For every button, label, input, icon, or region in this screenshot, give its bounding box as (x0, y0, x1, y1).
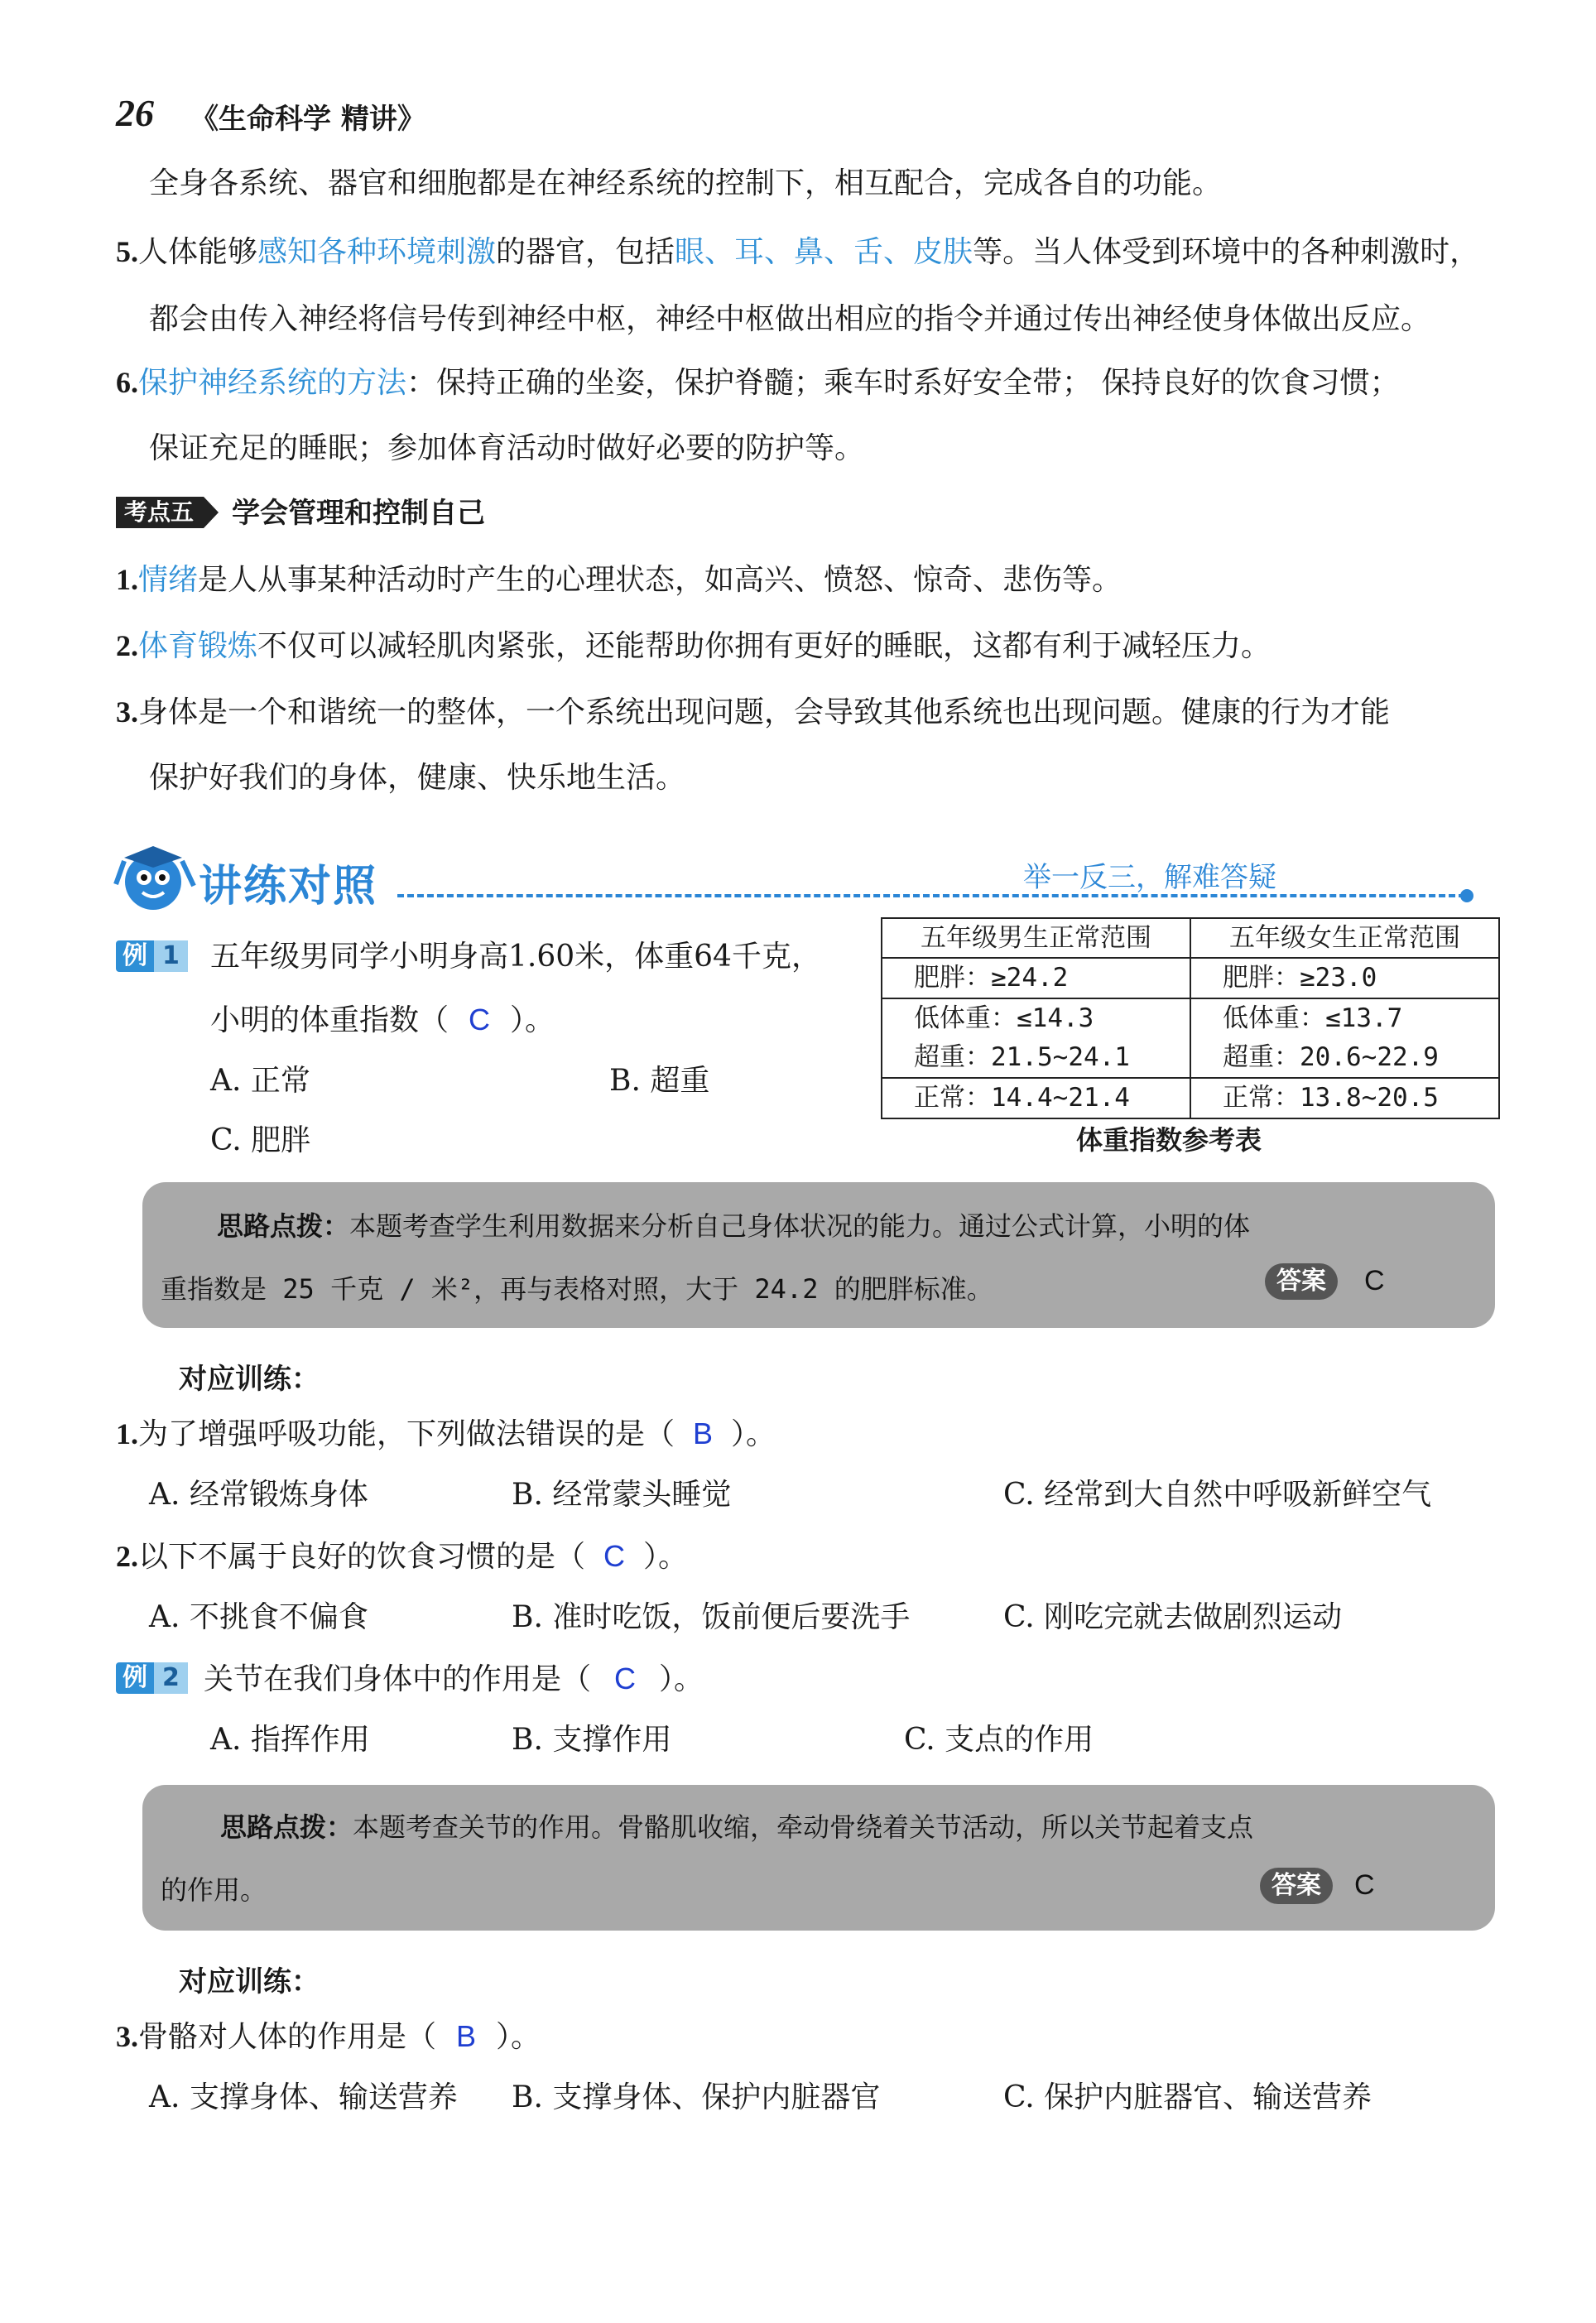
table-cell (882, 998, 1190, 1078)
option-a: A. 支撑身体、输送营养 (149, 2080, 458, 2114)
option-b: B. 支撑作用 (512, 1723, 672, 1757)
table-header-cell: 五年级男生正常范围 (882, 918, 1190, 958)
text: ：保持正确的坐姿，保护脊髓；乘车时系好安全带； 保持良好的饮食习惯； (406, 366, 1400, 400)
answer-pill: 答案 (1265, 1263, 1338, 1300)
answer-value: C (1354, 1869, 1375, 1901)
option-c: C. 支点的作用 (904, 1723, 1094, 1757)
bmi-reference-table (881, 917, 1500, 1119)
example2-question (204, 1659, 704, 1700)
section5-item-3 (116, 692, 1390, 733)
section-tag: 考点五 (116, 497, 204, 528)
option-a: A. 指挥作用 (210, 1723, 370, 1757)
answer-text: C (603, 1539, 626, 1573)
text: ）。 (496, 2020, 541, 2054)
highlight-text: 保护神经系统的方法 (138, 366, 407, 400)
answer-value: C (1364, 1265, 1385, 1296)
banner-divider (397, 894, 1465, 897)
badge-number: 2 (154, 1662, 188, 1694)
text: 等。当人体受到环境中的各种刺激时， (973, 235, 1480, 269)
hint-text: 本题考查学生利用数据来分析自己身体状况的能力。通过公式计算，小明的体 (349, 1210, 1251, 1242)
question-number: 3. (116, 2020, 138, 2053)
badge-number: 1 (154, 940, 188, 972)
cell-text: 低体重：≤14.3 (914, 1003, 1094, 1033)
table-header-cell: 五年级女生正常范围 (1190, 918, 1499, 958)
point-6-line2: 保证充足的睡眠；参加体育活动时做好必要的防护等。 (149, 431, 865, 465)
hint-line-2: 的作用。 (161, 1874, 267, 1906)
text: ）。 (510, 1003, 555, 1037)
option-b: B. 支撑身体、保护内脏器官 (512, 2080, 881, 2114)
table-caption: 体重指数参考表 (1076, 1124, 1262, 1156)
banner-divider-dot (1460, 889, 1473, 902)
text: 骨骼对人体的作用是（ (138, 2020, 437, 2054)
table-cell (1190, 998, 1499, 1078)
table-cell (882, 958, 1190, 998)
option-a: A. 正常 (210, 1064, 310, 1098)
table-row (882, 998, 1499, 1078)
section-title: 学会管理和控制自己 (232, 497, 485, 530)
point-number: 5. (116, 235, 138, 268)
option-c: C. 保护内脏器官、输送营养 (1003, 2080, 1372, 2114)
highlight-text: 体育锻炼 (138, 629, 258, 663)
text: 人体能够 (138, 235, 258, 269)
answer-text: B (456, 2019, 477, 2053)
hint-label: 思路点拨： (220, 1811, 353, 1843)
mascot-icon (108, 836, 199, 927)
section5-item-3-line2: 保护好我们的身体，健康、快乐地生活。 (149, 761, 686, 795)
table-row (882, 1078, 1499, 1118)
point-number: 1. (116, 563, 138, 596)
text: ）。 (659, 1662, 704, 1696)
training-question-1 (116, 1414, 776, 1455)
example1-question-line2 (210, 1000, 555, 1041)
section5-item-1 (116, 560, 1122, 600)
text: 小明的体重指数（ (210, 1003, 449, 1037)
text: ）。 (643, 1540, 689, 1574)
text: 是人从事某种活动时产生的心理状态，如高兴、愤怒、惊奇、悲伤等。 (198, 563, 1122, 597)
hint-line-1 (220, 1806, 1253, 1844)
cell-text: 低体重：≤13.7 (1223, 1003, 1403, 1033)
hint-text: 本题考查关节的作用。骨骼肌收缩，牵动骨绕着关节活动，所以关节起着支点 (353, 1811, 1254, 1843)
point-number: 6. (116, 366, 138, 399)
training-heading: 对应训练： (179, 1965, 320, 1998)
option-c: C. 肥胖 (210, 1123, 311, 1157)
option-c: C. 刚吃完就去做剧烈运动 (1003, 1600, 1343, 1634)
badge-label: 例 (116, 1662, 154, 1694)
question-number: 1. (116, 1417, 138, 1450)
table-header-row (882, 918, 1499, 958)
option-b: B. 经常蒙头睡觉 (512, 1478, 732, 1512)
cell-text: 超重：21.5~24.1 (914, 1042, 1130, 1072)
hint-line-2: 重指数是 25 千克 / 米²，再与表格对照，大于 24.2 的肥胖标准。 (161, 1273, 993, 1305)
cell-text: 正常：13.8~20.5 (1223, 1083, 1439, 1113)
badge-label: 例 (116, 940, 154, 972)
example-badge (116, 940, 188, 972)
example-badge (116, 1662, 188, 1694)
banner-subtitle: 举一反三，解难答疑 (1023, 861, 1276, 894)
highlight-text: 情绪 (138, 563, 199, 597)
text: 以下不属于良好的饮食习惯的是（ (138, 1540, 586, 1574)
option-b: B. 准时吃饭，饭前便后要洗手 (512, 1600, 911, 1634)
highlight-text: 眼、耳、鼻、舌、皮肤 (675, 235, 973, 269)
answer-text: B (693, 1416, 714, 1450)
option-a: A. 不挑食不偏食 (149, 1600, 368, 1634)
page-number: 26 (116, 92, 154, 134)
table-cell (1190, 1078, 1499, 1118)
point-5 (116, 232, 1479, 272)
point-6 (116, 363, 1399, 403)
text: 为了增强呼吸功能，下列做法错误的是（ (138, 1417, 675, 1451)
cell-text: 超重：20.6~22.9 (1223, 1042, 1439, 1072)
cell-text: 肥胖：≥23.0 (1223, 963, 1377, 993)
text: 身体是一个和谐统一的整体，一个系统出现问题，会导致其他系统也出现问题。健康的行为才能 (138, 695, 1391, 729)
training-question-2 (116, 1537, 688, 1577)
highlight-text: 感知各种环境刺激 (257, 235, 497, 269)
training-question-3 (116, 2017, 541, 2057)
cell-text: 肥胖：≥24.2 (914, 963, 1069, 993)
book-title: 《生命科学 精讲》 (190, 103, 425, 136)
table-row (882, 958, 1499, 998)
hint-line-1 (217, 1205, 1250, 1243)
text: 的器官，包括 (496, 235, 675, 269)
point-number: 2. (116, 629, 138, 662)
hint-box (142, 1182, 1495, 1328)
banner-title: 讲练对照 (199, 862, 378, 911)
table-cell (1190, 958, 1499, 998)
option-b: B. 超重 (609, 1064, 710, 1098)
example1-question-line1: 五年级男同学小明身高1.60米，体重64千克， (210, 940, 821, 974)
question-number: 2. (116, 1540, 138, 1573)
table-cell (882, 1078, 1190, 1118)
cell-text: 正常：14.4~21.4 (914, 1083, 1130, 1113)
answer-text: C (614, 1662, 637, 1695)
answer-pill: 答案 (1260, 1868, 1333, 1904)
answer-text: C (469, 1003, 491, 1036)
hint-box (142, 1785, 1495, 1931)
hint-label: 思路点拨： (217, 1210, 350, 1242)
point-number: 3. (116, 695, 138, 729)
intro-line: 全身各系统、器官和细胞都是在神经系统的控制下，相互配合，完成各自的功能。 (149, 166, 1223, 200)
training-heading: 对应训练： (179, 1363, 320, 1396)
text: 不仅可以减轻肌肉紧张，还能帮助你拥有更好的睡眠，这都有利于减轻压力。 (257, 629, 1272, 663)
option-c: C. 经常到大自然中呼吸新鲜空气 (1003, 1478, 1432, 1512)
text: 关节在我们身体中的作用是（ (204, 1662, 592, 1696)
point-5-line2: 都会由传入神经将信号传到神经中枢，神经中枢做出相应的指令并通过传出神经使身体做出反应。 (149, 302, 1431, 336)
option-a: A. 经常锻炼身体 (149, 1478, 368, 1512)
text: ）。 (731, 1417, 776, 1451)
section5-item-2 (116, 626, 1271, 666)
